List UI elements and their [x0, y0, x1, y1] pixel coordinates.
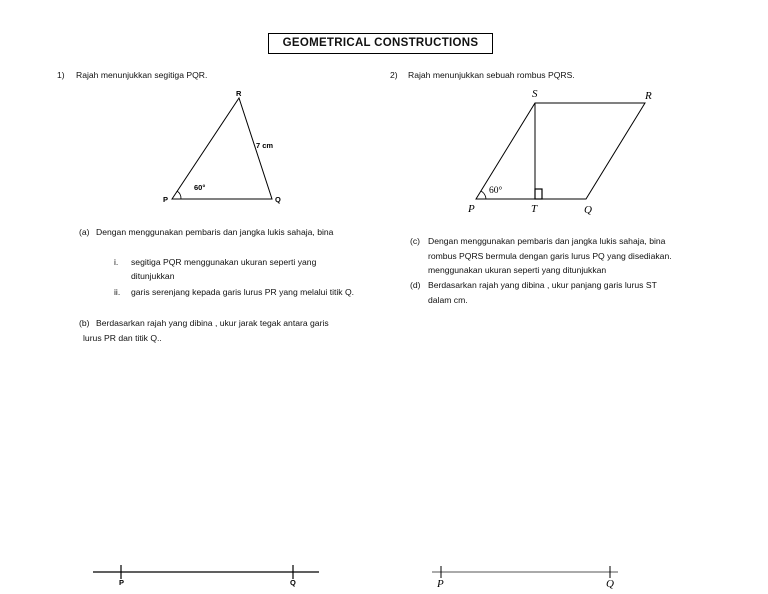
vertex-q-label: Q — [275, 195, 281, 204]
q2-part-c-line3: menggunakan ukuran seperti yang ditunjukkan — [428, 265, 607, 275]
q1-item-ii-line1: garis serenjang kepada garis lurus PR yang melalui titik Q. — [131, 287, 355, 297]
q2-prompt: Rajah menunjukkan sebuah rombus PQRS. — [408, 70, 575, 80]
q1-item-i-marker: i. — [114, 257, 119, 267]
vertex-p-label: P — [163, 195, 169, 204]
q1-number: 1) — [57, 70, 65, 80]
q1-part-b-marker: (b) — [79, 318, 90, 328]
side-rq-label: 7 cm — [256, 141, 274, 150]
angle-label: 60° — [194, 183, 206, 192]
q1-baseline-p-label: P — [119, 578, 125, 587]
point-t-label: T — [531, 203, 538, 215]
vertex-r-label: R — [236, 89, 242, 98]
q2-baseline — [432, 566, 618, 590]
vertex-p-label: P — [468, 203, 475, 215]
q2-part-c-line2: rombus PQRS bermula dengan garis lurus PQ yang disediakan. — [428, 251, 672, 261]
q2-part-d-marker: (d) — [410, 280, 421, 290]
angle-label: 60° — [489, 186, 503, 196]
q2-baseline-q-label: Q — [606, 578, 614, 590]
q1-part-b-line2: lurus PR dan titik Q.. — [83, 333, 162, 343]
q2-part-d-line1: Berdasarkan rajah yang dibina , ukur panjang garis lurus ST — [428, 280, 657, 290]
q1-baseline-q-label: Q — [290, 578, 296, 587]
q1-baseline — [93, 565, 319, 587]
vertex-q-label: Q — [584, 204, 592, 216]
q1-prompt: Rajah menunjukkan segitiga PQR. — [76, 70, 208, 80]
page-title: GEOMETRICAL CONSTRUCTIONS — [268, 33, 493, 54]
q2-part-c-line1: Dengan menggunakan pembaris dan jangka lukis sahaja, bina — [428, 236, 666, 246]
vertex-s-label: S — [532, 88, 538, 100]
q2-part-c-marker: (c) — [410, 236, 421, 246]
q1-item-i-line1: segitiga PQR menggunakan ukuran seperti yang — [131, 257, 317, 267]
vertex-r-label: R — [645, 90, 652, 102]
q1-part-a-marker: (a) — [79, 227, 90, 237]
q1-part-a-text: Dengan menggunakan pembaris dan jangka lukis sahaja, bina — [96, 227, 334, 237]
q1-item-i-line2: ditunjukkan — [131, 271, 175, 281]
q2-number: 2) — [390, 70, 398, 80]
q1-part-b-line1: Berdasarkan rajah yang dibina , ukur jarak tegak antara garis — [96, 318, 329, 328]
q2-part-d-line2: dalam cm. — [428, 295, 468, 305]
q1-item-ii-marker: ii. — [114, 287, 121, 297]
q2-baseline-p-label: P — [437, 578, 444, 590]
